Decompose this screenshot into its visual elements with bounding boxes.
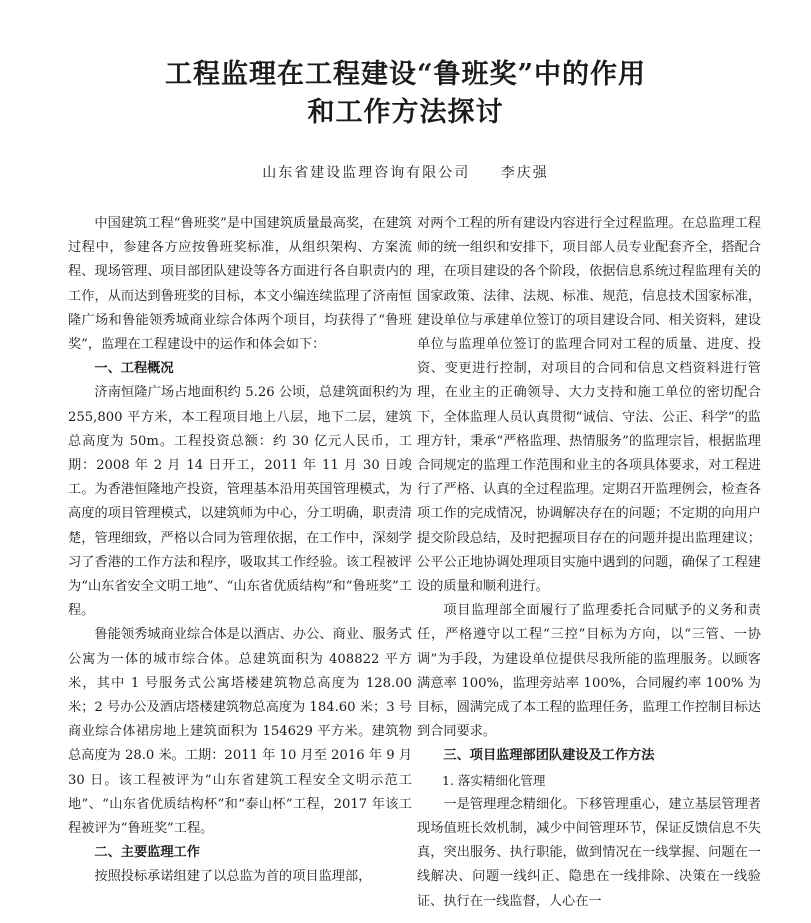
paragraph-team: 按照投标承诺组建了以总监为首的项目监理部， — [94, 869, 372, 885]
title-line-2: 和工作方法探讨 — [307, 97, 504, 128]
author-line — [0, 162, 811, 182]
paragraph-henglong: 济南恒隆广场占地面积约 5.26 公顷，总建筑面积约为 255,800 平方米，本工程项目地上八层，地下二层，建筑总高度为 50m。工程投资总额：约 30 亿元人民币，工期：2008 年 2 月 14 日开工，2011 年 11 月 30 日竣工。为香港恒隆地产投资，管理基本沿用英国管理模式，为高度的项目管理模式，以建筑师为中心，分工明确，职责清楚，管理细致，严格以合同为管理依据，在工作中，深刻学习了香港的工作方法和程序，吸取其工作经验。该工程被评为“山东省安全文明工地”、“山东省优质结构”和“鲁班奖”工程。 — [68, 385, 412, 619]
right-column — [417, 212, 761, 914]
section-heading-2: 二、主要监理工作 — [94, 845, 200, 861]
paragraph-obligations: 项目监理部全面履行了监理委托合同赋予的义务和责任，严格遵守以工程“三控”目标为方向，以“三管、一协调”为手段，为建设单位提供尽我所能的监理服务。以顾客满意率 100%，监理旁站率 100%，合同履约率 100% 为目标，圆满完成了本工程的监理任务，监理工作控制目标达到合同要求。 — [417, 603, 761, 740]
title-line-1: 工程监理在工程建设“鲁班奖”中的作用 — [164, 59, 647, 90]
affiliation: 山东省建设监理咨询有限公司 — [262, 165, 471, 181]
left-column — [68, 212, 412, 890]
intro-paragraph: 中国建筑工程“鲁班奖”是中国建筑质量最高奖，在建筑过程中，参建各方应按鲁班奖标准，从组织架构、方案流程、现场管理、项目部团队建设等各方面进行各自职责内的工作，从而达到鲁班奖的目标，本文小编连续监理了济南恒隆广场和鲁能领秀城商业综合体两个项目，均获得了“鲁班奖”，监理在工程建设中的运作和体会如下： — [68, 216, 412, 353]
paper-title — [0, 56, 811, 132]
author-name: 李庆强 — [500, 165, 549, 181]
paragraph-luneng: 鲁能领秀城商业综合体是以酒店、办公、商业、服务式公寓为一体的城市综合体。总建筑面积为 408822 平方米，其中 1 号服务式公寓塔楼建筑物总高度为 128.00 米；2 号办公及酒店塔楼建筑物总高度为 184.60 米；3 号商业综合体裙房地上建筑面积为 154629 平方米。建筑物总高度为 28.0 米。工期：2011 年 10 月至 2016 年 9 月 30 日。该工程被评为“山东省建筑工程安全文明示范工地”、“山东省优质结构杯”和“泰山杯”工程，2017 年该工程被评为“鲁班奖”工程。 — [68, 627, 413, 837]
section-heading-1: 一、工程概况 — [94, 361, 174, 377]
section-heading-3: 三、项目监理部团队建设及工作方法 — [443, 748, 655, 764]
paragraph-refinement: 一是管理理念精细化。下移管理重心，建立基层管理者现场值班长效机制，减少中间管理环节，保证反馈信息不失真，突出服务、执行职能，做到情况在一线掌握、问题在一线解决、问题一线纠正、隐患在一线排除、决策在一线验证、执行在一线监督，人心在一 — [417, 796, 761, 909]
subsection-heading-1: 1. 落实精细化管理 — [442, 772, 546, 788]
paragraph-continued: 对两个工程的所有建设内容进行全过程监理。在总监理工程师的统一组织和安排下，项目部人员专业配套齐全，搭配合理，在项目建设的各个阶段，依据信息系统过程监理有关的国家政策、法律、法规、标准、规范，信息技术国家标准，建设单位与承建单位签订的项目建设合同、相关资料，建设单位与监理单位签订的监理合同对工程的质量、进度、投资、变更进行控制，对项目的合同和信息文档资料进行管理，在业主的正确领导、大力支持和施工单位的密切配合下，全体监理人员认真贯彻“诚信、守法、公正、科学”的监理方针，秉承“严格监理、热情服务”的监理宗旨，根据监理合同规定的监理工作范围和业主的各项具体要求，对工程进行了严格、认真的全过程监理。定期召开监理例会，检查各项工作的完成情况，协调解决存在的问题；不定期的向用户提交阶段总结，及时把握项目存在的问题并提出监理建议；公平公正地协调处理项目实施中遇到的问题，确保了工程建设的质量和顺利进行。 — [417, 216, 761, 595]
